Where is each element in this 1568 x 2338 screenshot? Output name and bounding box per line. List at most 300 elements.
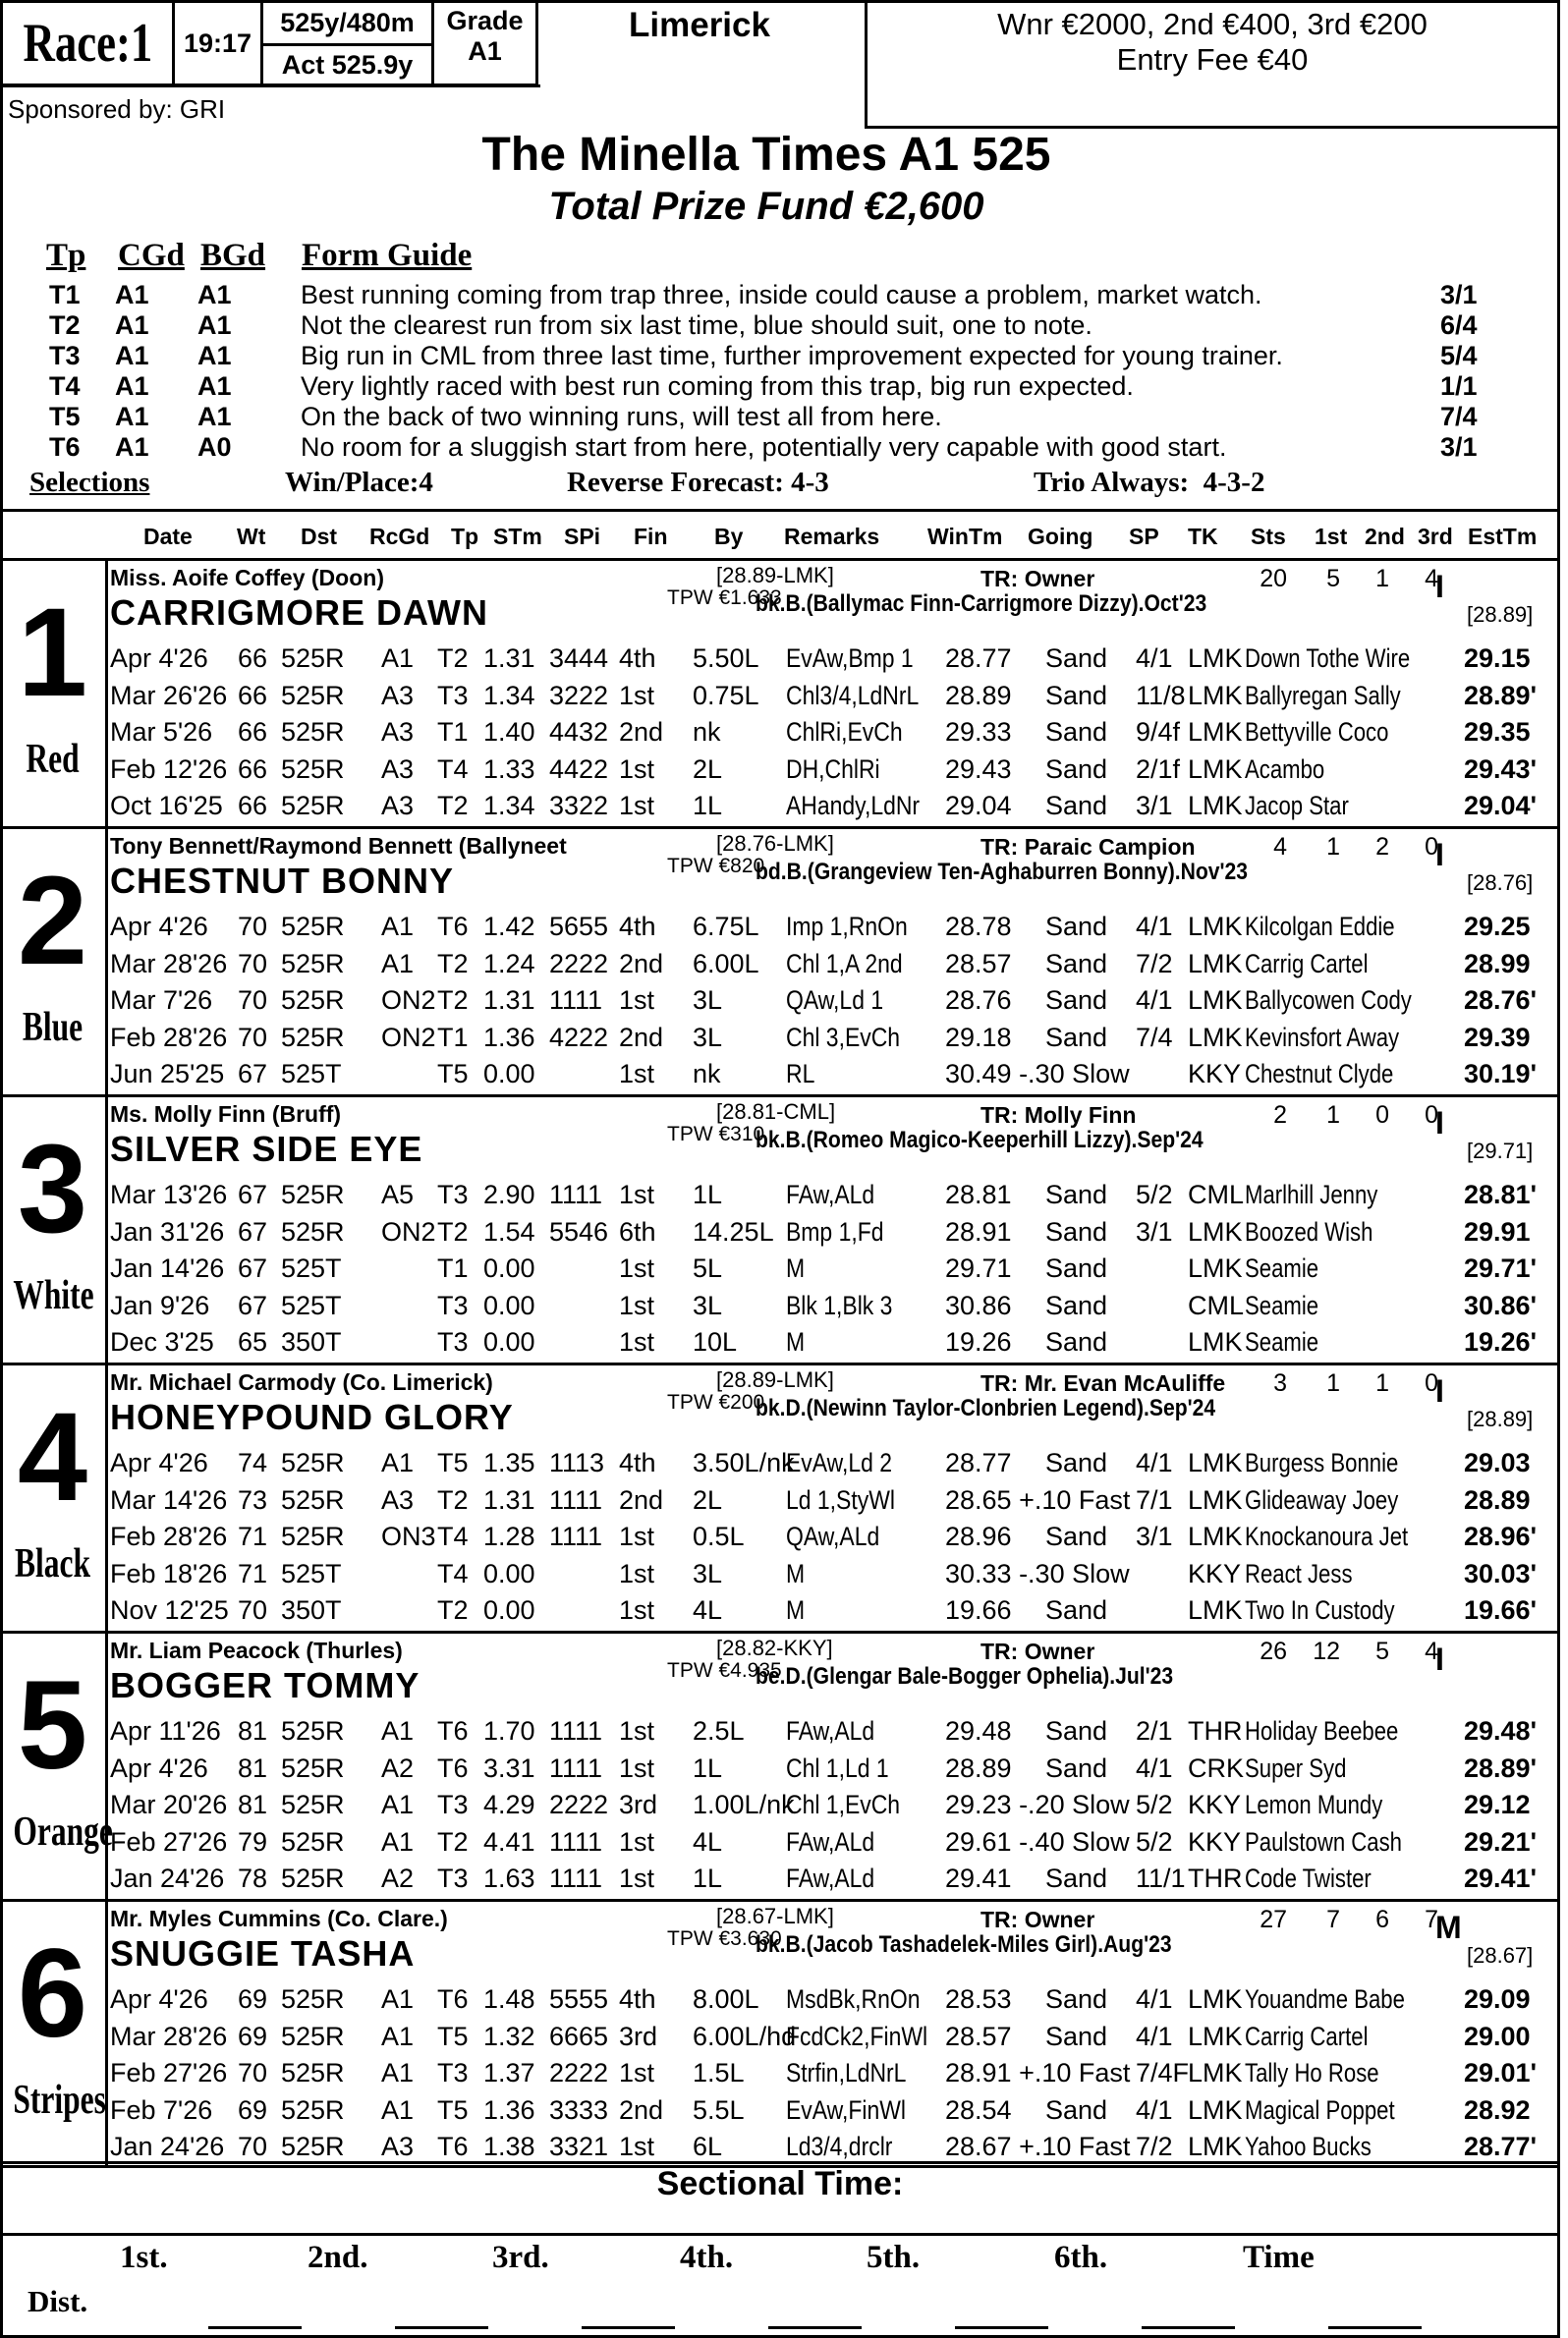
run-rcgd: A5 xyxy=(381,1180,415,1209)
breeding: bk.B.(Romeo Magico-Keeperhill Lizzy).Sep'24 xyxy=(756,1127,1204,1153)
run-spi: 1111 xyxy=(549,1180,603,1209)
run-est: 19.26' xyxy=(1464,1327,1537,1357)
run-dst: 525R xyxy=(281,2094,345,2125)
run-wintm: 29.04 xyxy=(945,791,1012,820)
tpw: TPW €820 xyxy=(667,855,765,877)
run-wt: 66 xyxy=(238,643,268,673)
run-spi: 5655 xyxy=(549,912,609,941)
run-wt: 67 xyxy=(238,1216,268,1247)
run-tp: T3 xyxy=(437,1327,469,1357)
run-wintm: 29.61 -.40 Slow xyxy=(945,1826,1130,1857)
run-by: 2L xyxy=(693,1484,723,1515)
run-sp: 3/1 xyxy=(1136,791,1173,820)
fg-text: Big run in CML from three last time, further improvement expected for young trainer. xyxy=(301,341,1283,370)
run-fin: 6th xyxy=(619,1216,656,1247)
run-spi: 4432 xyxy=(549,717,609,747)
run-sp: 4/1 xyxy=(1136,1984,1173,2014)
run-stm: 1.31 xyxy=(483,1484,535,1515)
run-spi: 2222 xyxy=(549,1790,609,1819)
run-date: Apr 11'26 xyxy=(110,1716,221,1746)
best-rating: [28.67-LMK] xyxy=(716,1904,834,1928)
first-count: 1 xyxy=(1326,1369,1340,1397)
run-fin: 3rd xyxy=(619,2021,658,2051)
run-sp: 2/1 xyxy=(1136,1716,1173,1746)
run-tp: T3 xyxy=(437,1290,469,1320)
run-date: Jan 24'26 xyxy=(110,2132,225,2161)
run-fin: 1st xyxy=(619,680,655,710)
run-rcgd: A1 xyxy=(381,643,415,673)
run-wintm: 29.43 xyxy=(945,753,1012,784)
run-going: Sand xyxy=(1045,912,1108,941)
run-wt: 71 xyxy=(238,1522,268,1551)
fg-cgd: A1 xyxy=(115,402,149,431)
third-count: 0 xyxy=(1425,833,1438,861)
run-winner: Kilcolgan Eddie xyxy=(1245,912,1395,941)
run-est: 28.77' xyxy=(1464,2132,1537,2161)
run-tk: KKY xyxy=(1188,1826,1242,1857)
trainer: TR: Mr. Evan McAuliffe xyxy=(980,1370,1226,1396)
run-stm: 0.00 xyxy=(483,1327,535,1357)
run-wintm: 28.91 +.10 Fast xyxy=(945,2058,1131,2088)
run-tp: T4 xyxy=(437,1558,469,1588)
runner-block xyxy=(0,826,1560,1094)
run-date: Jan 9'26 xyxy=(110,1290,210,1320)
col-second: 2nd xyxy=(1365,524,1405,549)
first-count: 7 xyxy=(1326,1906,1340,1933)
fg-price: 6/4 xyxy=(1440,310,1478,340)
run-stm: 0.00 xyxy=(483,1059,535,1088)
run-fin: 1st xyxy=(619,2132,655,2161)
runner-block xyxy=(0,1094,1560,1363)
run-winner: Glideaway Joey xyxy=(1245,1484,1399,1515)
second-count: 2 xyxy=(1375,833,1389,861)
run-est: 29.04' xyxy=(1464,791,1537,820)
run-fin: 3rd xyxy=(619,1790,658,1819)
run-remarks: EvAw,FinWl xyxy=(786,2094,907,2125)
run-date: Feb 27'26 xyxy=(110,1826,228,1857)
run-est: 29.25 xyxy=(1464,912,1531,941)
runner-block xyxy=(0,1899,1560,2167)
first-count: 1 xyxy=(1326,1101,1340,1129)
run-dst: 525R xyxy=(281,948,345,978)
run-est: 28.89' xyxy=(1464,1753,1537,1783)
run-est: 29.01' xyxy=(1464,2058,1537,2088)
run-spi: 6665 xyxy=(549,2021,609,2051)
blank-line[interactable] xyxy=(955,2326,1048,2329)
col-first: 1st xyxy=(1315,524,1348,549)
trap-column xyxy=(0,829,108,1094)
run-winner: Boozed Wish xyxy=(1245,1216,1373,1247)
past-run-row xyxy=(110,1750,1554,1785)
trainer: TR: Paraic Campion xyxy=(980,834,1196,860)
run-by: 1.5L xyxy=(693,2058,745,2088)
run-going: Sand xyxy=(1045,791,1108,820)
run-dst: 525R xyxy=(281,1753,345,1783)
run-winner: Carrig Cartel xyxy=(1245,2021,1369,2051)
second-count: 1 xyxy=(1375,565,1389,592)
run-sp: 7/4F xyxy=(1136,2058,1190,2088)
run-stm: 1.54 xyxy=(483,1216,535,1247)
run-winner: Knockanoura Jet xyxy=(1245,1522,1409,1551)
run-remarks: EvAw,Ld 2 xyxy=(786,1448,893,1477)
trap-column xyxy=(0,1634,113,1899)
run-wintm: 29.41 xyxy=(945,1864,1012,1893)
run-by: 4L xyxy=(693,1826,723,1857)
run-fin: 4th xyxy=(619,1984,656,2014)
sect-5th: 5th. xyxy=(867,2240,921,2275)
run-rcgd: A1 xyxy=(381,1826,415,1857)
run-remarks: FcdCk2,FinWl xyxy=(786,2021,928,2051)
trap-number: 3 xyxy=(17,1119,88,1259)
run-date: Apr 4'26 xyxy=(110,1753,208,1783)
run-dst: 525R xyxy=(281,1484,345,1515)
run-date: Feb 18'26 xyxy=(110,1558,228,1588)
run-remarks: Imp 1,RnOn xyxy=(786,912,908,941)
breeding: bk.D.(Newinn Taylor-Clonbrien Legend).Sep'24 xyxy=(756,1395,1216,1421)
run-est: 29.12 xyxy=(1464,1790,1531,1819)
breeding: bd.B.(Grangeview Ten-Aghaburren Bonny).Nov'23 xyxy=(756,859,1249,885)
run-spi: 1111 xyxy=(549,1716,603,1746)
est-best: [28.89] xyxy=(1467,602,1534,627)
fg-bgd: A1 xyxy=(197,280,232,309)
hdr-bgd: BGd xyxy=(200,238,266,273)
run-by: 1L xyxy=(693,1864,723,1893)
run-remarks: QAw,Ld 1 xyxy=(786,985,884,1015)
run-est: 29.00 xyxy=(1464,2021,1531,2051)
fg-tp: T5 xyxy=(49,402,81,431)
est-best: [28.89] xyxy=(1467,1407,1534,1431)
run-tk: LMK xyxy=(1188,2058,1243,2088)
run-date: Dec 3'25 xyxy=(110,1327,214,1357)
sectional-title: Sectional Time: xyxy=(656,2165,904,2202)
run-by: 5L xyxy=(693,1253,723,1283)
run-wintm: 28.54 xyxy=(945,2094,1012,2125)
run-winner: Holiday Beebee xyxy=(1245,1716,1399,1746)
run-tk: CRK xyxy=(1188,1753,1245,1783)
past-run-row xyxy=(110,677,1554,712)
form-guide-row xyxy=(0,310,1560,341)
run-tp: T2 xyxy=(437,1595,469,1625)
past-run-row xyxy=(110,1518,1554,1553)
run-tk: KKY xyxy=(1188,1558,1242,1588)
run-spi: 1111 xyxy=(549,1753,603,1783)
tpw: TPW €310 xyxy=(667,1123,765,1145)
run-est: 28.89 xyxy=(1464,1484,1531,1515)
owner: Mr. Liam Peacock (Thurles) xyxy=(110,1638,403,1663)
owner: Mr. Michael Carmody (Co. Limerick) xyxy=(110,1369,493,1395)
run-rcgd: A1 xyxy=(381,2094,415,2125)
form-marker: I xyxy=(1435,837,1444,872)
est-best: [28.76] xyxy=(1467,870,1534,895)
run-wt: 79 xyxy=(238,1826,268,1857)
first-count: 1 xyxy=(1326,833,1340,861)
second-count: 6 xyxy=(1375,1906,1389,1933)
form-marker: I xyxy=(1435,1373,1444,1409)
run-going: Sand xyxy=(1045,1290,1108,1320)
column-headers xyxy=(0,514,1560,561)
run-remarks: AHandy,LdNr xyxy=(786,791,921,820)
run-date: Apr 4'26 xyxy=(110,912,208,941)
past-run-row xyxy=(110,1481,1554,1517)
blank-line[interactable] xyxy=(768,2326,862,2329)
past-run-row xyxy=(110,1591,1554,1627)
run-stm: 1.35 xyxy=(483,1448,535,1477)
run-tp: T6 xyxy=(437,1984,469,2014)
run-rcgd: A1 xyxy=(381,1984,415,2014)
run-date: Jun 25'25 xyxy=(110,1059,225,1088)
starts-count: 20 xyxy=(1260,565,1287,592)
past-run-row xyxy=(110,2128,1554,2163)
run-date: Nov 12'25 xyxy=(110,1595,229,1625)
greyhound-name: SILVER SIDE EYE xyxy=(110,1129,423,1169)
run-rcgd: A1 xyxy=(381,2058,415,2088)
col-remarks: Remarks xyxy=(784,524,880,549)
run-fin: 1st xyxy=(619,1864,655,1893)
run-by: 10L xyxy=(693,1327,738,1357)
run-stm: 0.00 xyxy=(483,1595,535,1625)
run-wt: 78 xyxy=(238,1864,268,1893)
col-tk: TK xyxy=(1188,524,1218,549)
trap-number: 6 xyxy=(17,1923,88,2064)
fg-price: 3/1 xyxy=(1440,280,1478,309)
run-tp: T3 xyxy=(437,1180,469,1209)
run-by: 6.00L xyxy=(693,948,759,978)
run-dst: 525T xyxy=(281,1253,342,1283)
run-wintm: 28.67 +.10 Fast xyxy=(945,2132,1131,2161)
race-time xyxy=(172,0,263,86)
run-dst: 525R xyxy=(281,791,345,820)
run-winner: Seamie xyxy=(1245,1290,1319,1320)
run-dst: 525R xyxy=(281,1180,345,1209)
race-grade xyxy=(431,0,538,86)
starts-count: 26 xyxy=(1260,1638,1287,1665)
col-spi: SPi xyxy=(564,524,601,549)
starts-count: 27 xyxy=(1260,1906,1287,1933)
col-going: Going xyxy=(1028,524,1093,549)
run-tp: T1 xyxy=(437,1253,469,1283)
run-going: Sand xyxy=(1045,1716,1108,1746)
run-winner: Paulstown Cash xyxy=(1245,1826,1402,1857)
run-date: Mar 28'26 xyxy=(110,2021,228,2051)
run-est: 19.66' xyxy=(1464,1595,1537,1625)
run-wt: 67 xyxy=(238,1290,268,1320)
run-est: 29.41' xyxy=(1464,1864,1537,1893)
starts-count: 4 xyxy=(1273,833,1287,861)
col-stm: STm xyxy=(493,524,542,549)
run-wintm: 29.33 xyxy=(945,717,1012,747)
run-date: Jan 14'26 xyxy=(110,1253,225,1283)
run-dst: 525T xyxy=(281,1290,342,1320)
run-fin: 2nd xyxy=(619,1022,664,1052)
blank-line[interactable] xyxy=(395,2326,488,2329)
fg-text: No room for a sluggish start from here, potentially very capable with good start. xyxy=(301,432,1227,462)
trap-color: Black xyxy=(14,1541,91,1586)
run-est: 28.89' xyxy=(1464,680,1537,710)
run-winner: Chestnut Clyde xyxy=(1245,1059,1394,1088)
trap-column xyxy=(0,1902,108,2167)
run-date: Apr 4'26 xyxy=(110,643,208,673)
run-est: 29.15 xyxy=(1464,643,1531,673)
race-time-text: 19:17 xyxy=(183,28,252,58)
past-run-row xyxy=(110,1860,1554,1895)
run-rcgd: A1 xyxy=(381,912,415,941)
form-marker: I xyxy=(1435,1642,1444,1677)
run-fin: 4th xyxy=(619,912,656,941)
run-fin: 1st xyxy=(619,985,655,1015)
run-wintm: 30.49 -.30 Slow xyxy=(945,1059,1130,1088)
run-est: 29.03 xyxy=(1464,1448,1531,1477)
run-sp: 3/1 xyxy=(1136,1522,1173,1551)
run-tp: T3 xyxy=(437,1790,469,1819)
run-wt: 69 xyxy=(238,2094,268,2125)
run-remarks: FAw,ALd xyxy=(786,1716,875,1746)
prize-box xyxy=(865,0,1560,129)
run-wt: 69 xyxy=(238,2021,268,2051)
blank-line[interactable] xyxy=(1328,2326,1422,2329)
run-fin: 1st xyxy=(619,1716,655,1746)
tpw: TPW €1.633 xyxy=(667,586,782,609)
run-remarks: Chl 1,A 2nd xyxy=(786,948,903,978)
run-tp: T3 xyxy=(437,680,469,710)
sect-2nd: 2nd. xyxy=(308,2240,368,2275)
best-rating: [28.81-CML] xyxy=(716,1099,836,1124)
form-marker: I xyxy=(1435,569,1444,604)
runner-block xyxy=(0,1363,1560,1631)
third-count: 4 xyxy=(1425,565,1438,592)
run-winner: Lemon Mundy xyxy=(1245,1790,1383,1819)
est-best: [29.71] xyxy=(1467,1139,1534,1163)
run-tp: T6 xyxy=(437,1716,469,1746)
run-stm: 4.29 xyxy=(483,1790,535,1819)
run-rcgd: A2 xyxy=(381,1864,415,1893)
past-run-row xyxy=(110,1444,1554,1479)
blank-line[interactable] xyxy=(208,2326,302,2329)
greyhound-name: SNUGGIE TASHA xyxy=(110,1933,416,1974)
run-winner: Bettyville Coco xyxy=(1245,717,1389,747)
run-dst: 525R xyxy=(281,680,345,710)
run-est: 30.03' xyxy=(1464,1558,1537,1588)
run-remarks: Chl 1,Ld 1 xyxy=(786,1753,889,1783)
run-wintm: 28.96 xyxy=(945,1522,1012,1551)
run-stm: 1.63 xyxy=(483,1864,535,1893)
run-tk: THR xyxy=(1188,1864,1243,1893)
past-run-row xyxy=(110,945,1554,980)
run-wintm: 28.91 xyxy=(945,1216,1012,1247)
sect-4th: 4th. xyxy=(680,2240,734,2275)
run-wt: 66 xyxy=(238,791,268,820)
col-by: By xyxy=(714,524,744,549)
hdr-cgd: CGd xyxy=(118,238,185,273)
run-winner: Yahoo Bucks xyxy=(1245,2132,1372,2161)
run-spi: 1113 xyxy=(549,1448,605,1477)
run-spi: 4422 xyxy=(549,753,609,784)
run-rcgd: A2 xyxy=(381,1753,415,1783)
run-est: 28.96' xyxy=(1464,1522,1537,1551)
run-tk: LMK xyxy=(1188,2132,1243,2161)
run-wintm: 28.53 xyxy=(945,1984,1012,2014)
run-spi: 1111 xyxy=(549,1826,603,1857)
run-winner: Code Twister xyxy=(1245,1864,1372,1893)
run-rcgd: A3 xyxy=(381,1484,415,1515)
run-winner: Seamie xyxy=(1245,1327,1319,1357)
run-dst: 525R xyxy=(281,717,345,747)
run-est: 28.99 xyxy=(1464,948,1531,978)
run-by: 4L xyxy=(693,1595,723,1625)
race-distance-text: 525y/480m xyxy=(280,8,415,37)
starts-count: 2 xyxy=(1273,1101,1287,1129)
run-winner: Seamie xyxy=(1245,1253,1319,1283)
owner: Ms. Molly Finn (Bruff) xyxy=(110,1101,342,1127)
run-fin: 2nd xyxy=(619,2094,664,2125)
fg-text: Best running coming from trap three, inside could cause a problem, market watch. xyxy=(301,280,1262,309)
past-run-row xyxy=(110,1213,1554,1249)
run-sp: 11/8 xyxy=(1136,680,1186,710)
fg-bgd: A1 xyxy=(197,371,232,401)
blank-line[interactable] xyxy=(582,2326,675,2329)
run-spi: 1111 xyxy=(549,1864,603,1893)
run-tk: LMK xyxy=(1188,1216,1243,1247)
second-count: 5 xyxy=(1375,1638,1389,1665)
owner: Tony Bennett/Raymond Bennett (Ballyneet xyxy=(110,833,567,859)
run-wt: 67 xyxy=(238,1253,268,1283)
trap-color: Blue xyxy=(22,1005,84,1050)
trainer: TR: Owner xyxy=(980,1907,1095,1932)
run-tp: T3 xyxy=(437,1864,469,1893)
run-date: Oct 16'25 xyxy=(110,791,223,820)
run-tp: T6 xyxy=(437,2132,469,2161)
run-wintm: 28.57 xyxy=(945,2021,1012,2051)
run-tk: LMK xyxy=(1188,1984,1243,2014)
past-run-row xyxy=(110,1712,1554,1748)
fg-tp: T2 xyxy=(49,310,81,340)
run-rcgd: A1 xyxy=(381,1448,415,1477)
trap-color: Orange xyxy=(13,1809,113,1855)
fg-tp: T3 xyxy=(49,341,81,370)
run-wt: 66 xyxy=(238,753,268,784)
run-tp: T2 xyxy=(437,985,469,1015)
run-going: Sand xyxy=(1045,1448,1108,1477)
blank-line[interactable] xyxy=(1142,2326,1235,2329)
fg-bgd: A1 xyxy=(197,310,232,340)
run-wt: 70 xyxy=(238,985,268,1015)
run-dst: 525R xyxy=(281,753,345,784)
run-est: 29.35 xyxy=(1464,717,1531,747)
run-remarks: M xyxy=(786,1558,806,1588)
run-remarks: Bmp 1,Fd xyxy=(786,1216,884,1247)
run-tk: LMK xyxy=(1188,1522,1243,1551)
run-dst: 525R xyxy=(281,985,345,1015)
run-remarks: DH,ChlRi xyxy=(786,753,880,784)
run-wintm: 19.26 xyxy=(945,1327,1012,1357)
run-tk: LMK xyxy=(1188,948,1243,978)
greyhound-name: BOGGER TOMMY xyxy=(110,1665,420,1705)
run-wt: 81 xyxy=(238,1753,268,1783)
fg-bgd: A0 xyxy=(197,432,232,462)
run-dst: 525R xyxy=(281,1984,345,2014)
run-dst: 525R xyxy=(281,643,345,673)
form-guide-row xyxy=(0,432,1560,463)
run-date: Feb 28'26 xyxy=(110,1522,228,1551)
run-tk: LMK xyxy=(1188,1022,1243,1052)
form-guide-row xyxy=(0,280,1560,310)
tpw: TPW €200 xyxy=(667,1391,765,1414)
run-remarks: Strfin,LdNrL xyxy=(786,2058,907,2088)
run-tk: LMK xyxy=(1188,1327,1243,1357)
run-by: 14.25L xyxy=(693,1216,774,1247)
run-tk: LMK xyxy=(1188,1448,1243,1477)
trap-column xyxy=(0,561,108,826)
dist-label: Dist. xyxy=(28,2284,88,2318)
